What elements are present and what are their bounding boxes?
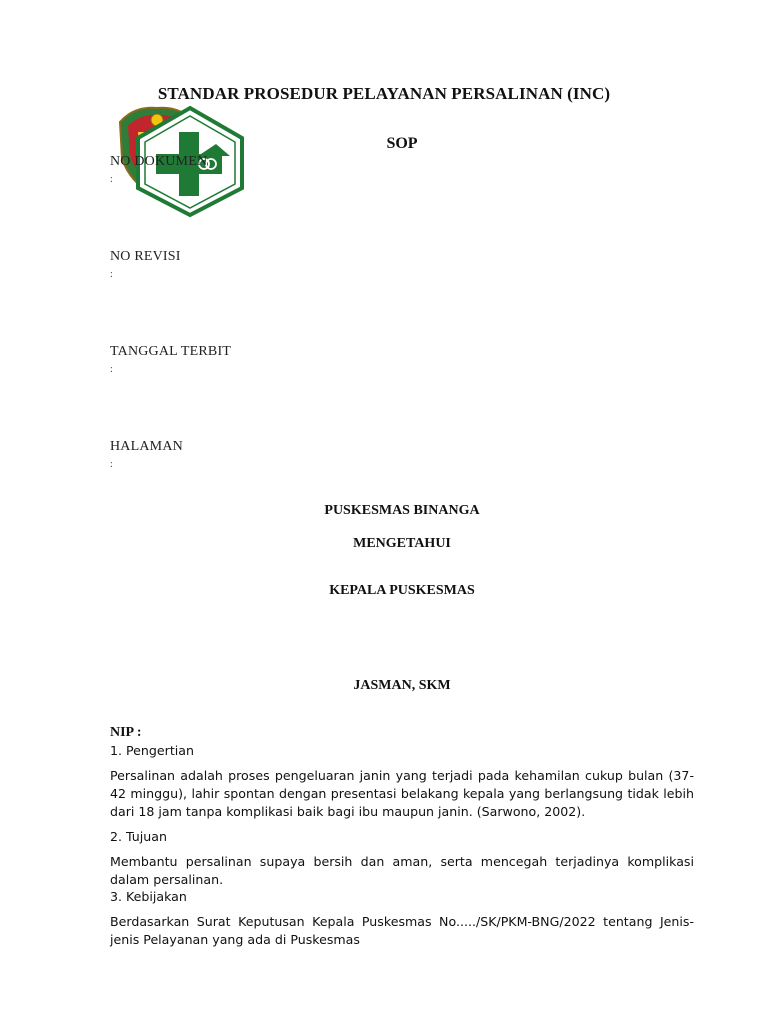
field-tanggal-terbit-label: TANGGAL TERBIT	[110, 344, 232, 359]
section-body-pengertian: Persalinan adalah proses pengeluaran janin yang terjadi pada kehamilan cukup bulan (37-42 minggu), lahir spontan dengan presentasi belakang kepala yang berlangsung tidak lebih dari 18 jam tanpa komplikasi baik bagi ibu maupun janin. (Sarwono, 2002).	[110, 768, 694, 819]
document-title: STANDAR PROSEDUR PELAYANAN PERSALINAN (INC)	[157, 84, 611, 103]
field-no-revisi-label: NO REVISI	[110, 249, 181, 264]
approver-title: KEPALA PUSKESMAS	[329, 583, 475, 598]
field-no-dokumen-label: NO DOKUMEN	[110, 154, 208, 169]
field-tanggal-terbit-colon: :	[110, 364, 113, 375]
section-heading-pengertian: 1. Pengertian	[110, 743, 194, 758]
document-subtitle: SOP	[386, 135, 418, 152]
approval-heading: MENGETAHUI	[353, 536, 451, 551]
section-heading-kebijakan: 3. Kebijakan	[110, 889, 187, 904]
section-body-tujuan: Membantu persalinan supaya bersih dan aman, serta mencegah terjadinya komplikasi dalam persalinan.	[110, 854, 694, 887]
field-no-revisi-colon: :	[110, 269, 113, 280]
section-body-kebijakan: Berdasarkan Surat Keputusan Kepala Puskesmas No...../SK/PKM-BNG/2022 tentang Jenis-jenis Pelayanan yang ada di Puskesmas	[110, 914, 694, 947]
approver-name: JASMAN, SKM	[353, 678, 451, 693]
field-halaman-colon: :	[110, 459, 113, 470]
institution-name: PUSKESMAS BINANGA	[324, 503, 480, 518]
field-halaman-label: HALAMAN	[110, 439, 183, 454]
section-heading-tujuan: 2. Tujuan	[110, 829, 167, 844]
field-no-dokumen-colon: :	[110, 174, 113, 185]
nip-label: NIP :	[110, 725, 142, 740]
